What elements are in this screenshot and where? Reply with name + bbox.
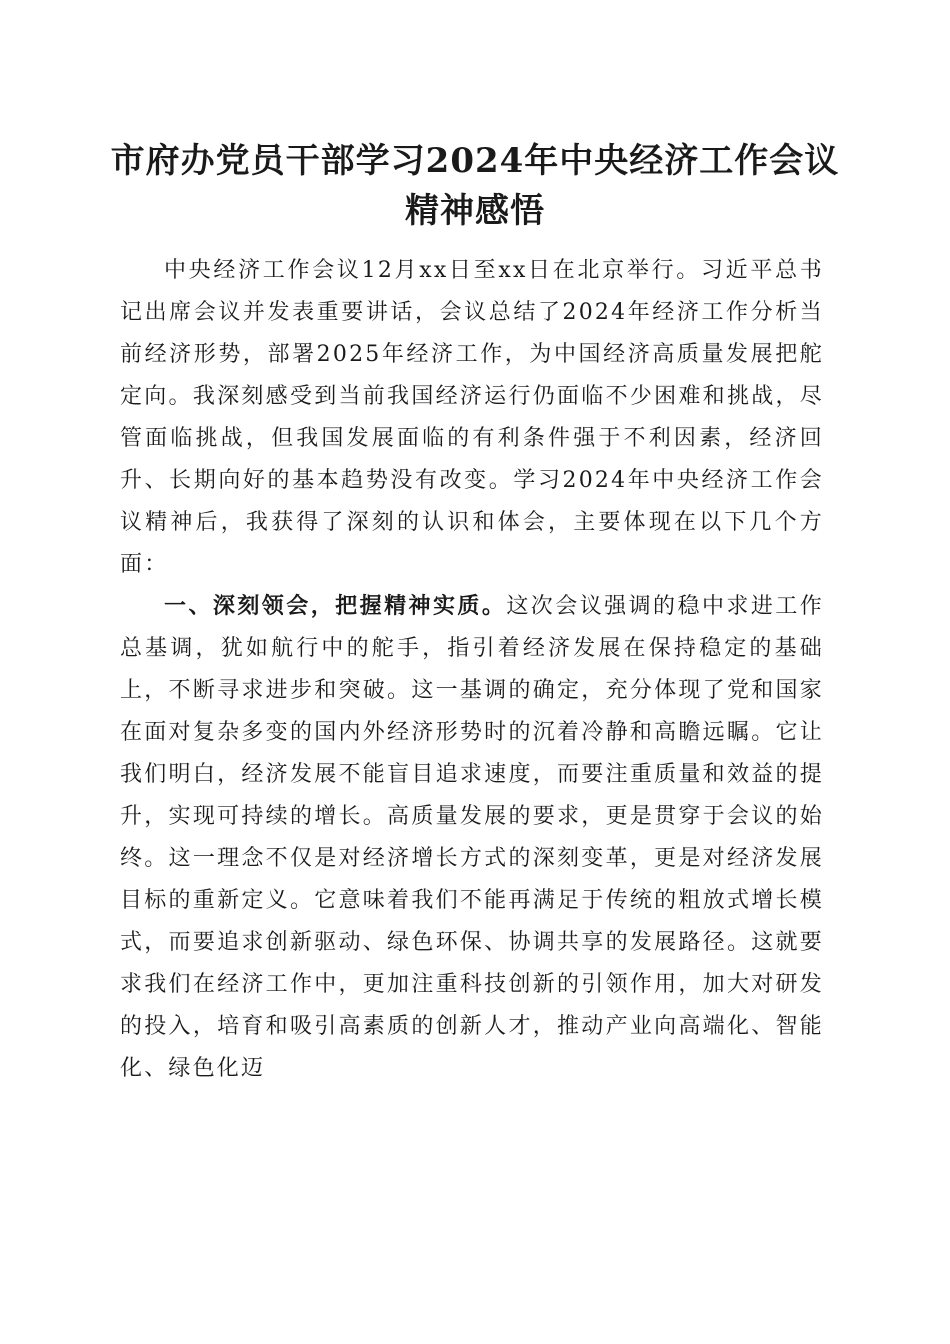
paragraph-text: 这次会议强调的稳中求进工作总基调，犹如航行中的舵手，指引着经济发展在保持稳定的基础上，不断寻求进步和突破。这一基调的确定，充分体现了党和国家在面对复杂多变的国内外经济形势时的沉着冷静和高瞻远瞩。它让我们明白，经济发展不能盲目追求速度，而要注重质量和效益的提升，实现可持续的增长。高质量发展的要求，更是贯穿于会议的始终。这一理念不仅是对经济增长方式的深刻变革，更是对经济发展目标的重新定义。它意味着我们不能再满足于传统的粗放式增长模式，而要追求创新驱动、绿色环保、协调共享的发展路径。这就要求我们在经济工作中，更加注重科技创新的引领作用，加大对研发的投入，培育和吸引高素质的创新人才，推动产业向高端化、智能化、绿色化迈 bbox=[120, 594, 824, 1081]
paragraph-intro bbox=[120, 250, 824, 586]
section-heading: 一、深刻领会，把握精神实质。 bbox=[164, 594, 507, 619]
document-title: 市府办党员干部学习2024年中央经济工作会议精神感悟 bbox=[110, 141, 840, 231]
document-body bbox=[120, 250, 824, 1090]
paragraph-text: 中央经济工作会议12月xx日至xx日在北京举行。习近平总书记出席会议并发表重要讲话，会议总结了2024年经济工作分析当前经济形势，部署2025年经济工作，为中国经济高质量发展把舵定向。我深刻感受到当前我国经济运行仍面临不少困难和挑战，尽管面临挑战，但我国发展面临的有利条件强于不利因素，经济回升、长期向好的基本趋势没有改变。学习2024年中央经济工作会议精神后，我获得了深刻的认识和体会，主要体现在以下几个方面： bbox=[120, 258, 824, 577]
paragraph-section-1 bbox=[120, 586, 824, 1090]
